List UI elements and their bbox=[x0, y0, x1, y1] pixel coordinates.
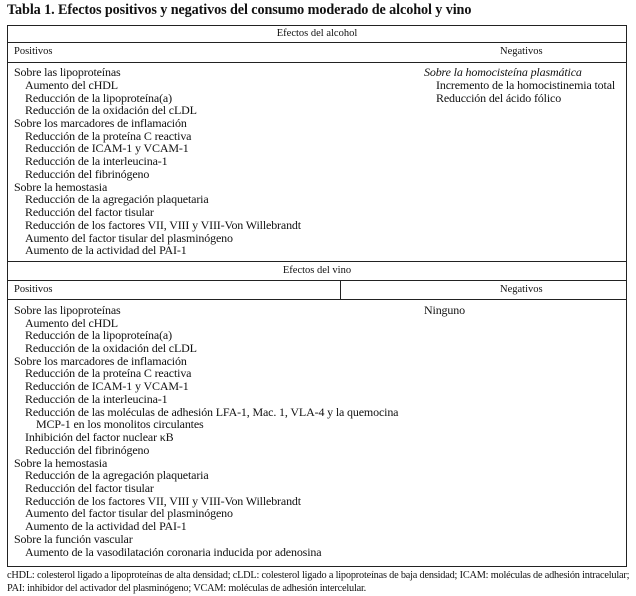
list-item: Reducción del factor tisular bbox=[25, 205, 154, 219]
list-item: Aumento del cHDL bbox=[25, 316, 118, 330]
list-item: Reducción de la lipoproteína(a) bbox=[25, 328, 172, 342]
list-item: Reducción de la lipoproteína(a) bbox=[25, 91, 172, 105]
divider bbox=[7, 299, 627, 300]
list-item: Aumento del factor tisular del plasminógeno bbox=[25, 506, 233, 520]
list-item: Sobre los marcadores de inflamación bbox=[14, 116, 187, 130]
list-item: Aumento de la actividad del PAI-1 bbox=[25, 519, 187, 533]
list-item: Reducción del fibrinógeno bbox=[25, 443, 150, 457]
list-item: Reducción de los factores VII, VIII y VIII-Von Willebrandt bbox=[25, 218, 301, 232]
list-item: Reducción de la agregación plaquetaria bbox=[25, 192, 209, 206]
list-item: Reducción de la interleucina-1 bbox=[25, 392, 168, 406]
wine-negativos-header: Negativos bbox=[500, 284, 543, 295]
wine-positivos-header: Positivos bbox=[14, 284, 53, 295]
list-item: Sobre la hemostasia bbox=[14, 456, 108, 470]
list-item: Sobre las lipoproteínas bbox=[14, 303, 121, 317]
list-item: Reducción de la interleucina-1 bbox=[25, 154, 168, 168]
list-item: Sobre las lipoproteínas bbox=[14, 65, 121, 79]
alcohol-positivos-header: Positivos bbox=[14, 46, 53, 57]
list-item: Reducción de la proteína C reactiva bbox=[25, 129, 192, 143]
list-item: Reducción del factor tisular bbox=[25, 481, 154, 495]
divider bbox=[7, 62, 627, 63]
list-item: Reducción de la oxidación del cLDL bbox=[25, 341, 197, 355]
divider bbox=[7, 280, 627, 281]
wine-section-title: Efectos del vino bbox=[282, 265, 352, 276]
list-item: MCP-1 en los monolitos circulantes bbox=[36, 417, 204, 431]
divider bbox=[7, 261, 627, 262]
divider bbox=[7, 42, 627, 43]
list-item: Ninguno bbox=[424, 303, 465, 317]
list-item: Aumento de la actividad del PAI-1 bbox=[25, 243, 187, 257]
list-item: Reducción de la agregación plaquetaria bbox=[25, 468, 209, 482]
list-item: Aumento de la vasodilatación coronaria inducida por adenosina bbox=[25, 545, 322, 559]
table-title: Tabla 1. Efectos positivos y negativos del consumo moderado de alcohol y vino bbox=[7, 2, 472, 18]
list-item: Reducción de ICAM-1 y VCAM-1 bbox=[25, 379, 189, 393]
list-item: Sobre la homocisteína plasmática bbox=[424, 65, 582, 79]
list-item: Reducción de las moléculas de adhesión LFA-1, Mac. 1, VLA-4 y la quemocina bbox=[25, 405, 399, 419]
alcohol-section-title: Efectos del alcohol bbox=[276, 28, 358, 39]
list-item: Inhibición del factor nuclear κB bbox=[25, 430, 174, 444]
column-divider bbox=[340, 280, 341, 299]
list-item: Sobre la hemostasia bbox=[14, 180, 108, 194]
list-item: Sobre la función vascular bbox=[14, 532, 133, 546]
list-item: Aumento del cHDL bbox=[25, 78, 118, 92]
list-item: Reducción del fibrinógeno bbox=[25, 167, 150, 181]
list-item: Incremento de la homocistinemia total bbox=[436, 78, 616, 92]
list-item: Reducción de la proteína C reactiva bbox=[25, 366, 192, 380]
list-item: Sobre los marcadores de inflamación bbox=[14, 354, 187, 368]
list-item: Reducción de ICAM-1 y VCAM-1 bbox=[25, 141, 189, 155]
table-footnote: cHDL: colesterol ligado a lipoproteínas de alta densidad; cLDL: colesterol ligado a lipoproteínas de baja densidad; ICAM: moléculas de adhesión intracelular; PAI: inhibidor del activador del plasminógeno; VCAM: moléculas de adhesión intercelular. bbox=[7, 570, 630, 594]
list-item: Aumento del factor tisular del plasminógeno bbox=[25, 231, 233, 245]
list-item: Reducción del ácido fólico bbox=[436, 91, 562, 105]
alcohol-negativos-header: Negativos bbox=[500, 46, 543, 57]
list-item: Reducción de los factores VII, VIII y VIII-Von Willebrandt bbox=[25, 494, 301, 508]
list-item: Reducción de la oxidación del cLDL bbox=[25, 103, 197, 117]
